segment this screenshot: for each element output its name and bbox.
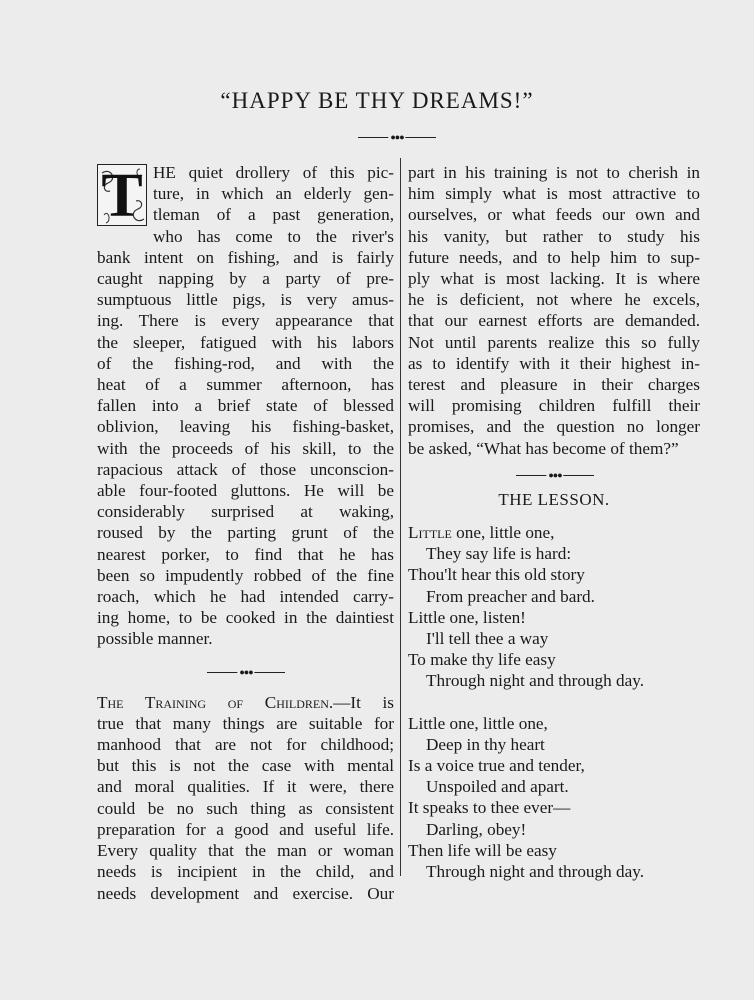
poem-line: Thou'lt hear this old story bbox=[408, 565, 585, 585]
poem-line: It speaks to thee ever— bbox=[408, 798, 571, 818]
poem-line: Through night and through day. bbox=[426, 671, 644, 691]
poem-line: They say life is hard: bbox=[426, 544, 572, 564]
poem-stanza-2 bbox=[408, 713, 700, 883]
poem-line: From preacher and bard. bbox=[426, 586, 595, 606]
left-column bbox=[97, 162, 394, 904]
poem-ornament: ●●● bbox=[516, 475, 594, 476]
poem-line: Through night and through day. bbox=[426, 862, 644, 882]
poem-line: Darling, obey! bbox=[426, 819, 527, 839]
poem-stanza-1 bbox=[408, 522, 700, 692]
poem-line: Little one, listen! bbox=[408, 607, 526, 627]
article-paragraph: T HE quiet drollery of this pic- ture, in which an elderly gen- tleman of a past generation, who has come to the river's bank intent on fishing, and is fairly caught napping by a party of pre- sumptuous little pigs, is very amus- ing. There is every appearance that the sleeper, fatigued with his labors of the fishing-rod, and with the heat of a summer afternoon, has fallen into a brief state of blessed oblivion, leaving his fishing-basket, with the proceeds of his skill, to the rapacious attack of those unconscion- able four-footed gluttons. He will be considerably surprised at waking, roused by the parting grunt of the nearest porker, to find that he has been so impudently robbed of the fine roach, which he had intended carry- ing home, to be cooked in the daintiest possible manner. bbox=[97, 162, 394, 649]
right-column bbox=[408, 162, 700, 882]
column-divider bbox=[400, 158, 401, 876]
training-paragraph: The Training of Children.—It is true that many things are suitable for manhood that are not for childhood; but this is not the case with mental and moral qualities. If it were, there could be no such thing as consistent preparation for a good and useful life. Every quality that the man or woman needs is incipient in the child, and needs development and exercise. Our bbox=[97, 692, 394, 903]
dropcap-ornament bbox=[97, 162, 147, 230]
section-heading: The Training of Children. bbox=[97, 692, 334, 712]
poem-line: Deep in thy heart bbox=[426, 734, 545, 754]
poem-line: I'll tell thee a way bbox=[426, 629, 549, 649]
poem-line: Little one, little one, bbox=[408, 523, 555, 543]
section-ornament: ●●● bbox=[207, 672, 285, 673]
title-ornament: ●●● bbox=[358, 137, 436, 138]
first-word-rest: HE bbox=[153, 163, 176, 182]
poem-line: Is a voice true and tender, bbox=[408, 756, 585, 776]
training-continued: part in his training is not to cherish in him simply what is most attractive to ourselves, or what feeds our own and his vanity, but rather to study his future needs, and to help him to sup- ply what is most lacking. It is where he is deficient, not where he excels, that our earnest efforts are demanded. Not until parents realize this so fully as to identify with it their highest in- terest and pleasure in their charges will promising children fulfill their promises, and the question no longer be asked, “What has become of them?” bbox=[408, 163, 700, 458]
poem-line: Then life will be easy bbox=[408, 840, 557, 860]
poem-line: Little one, little one, bbox=[408, 713, 548, 733]
poem-line: Unspoiled and apart. bbox=[426, 777, 569, 797]
poem-line: To make thy life easy bbox=[408, 650, 556, 670]
poem-title: THE LESSON. bbox=[498, 489, 610, 509]
page-title: “HAPPY BE THY DREAMS!” bbox=[220, 88, 534, 113]
dropcap-letter: T bbox=[101, 162, 143, 230]
